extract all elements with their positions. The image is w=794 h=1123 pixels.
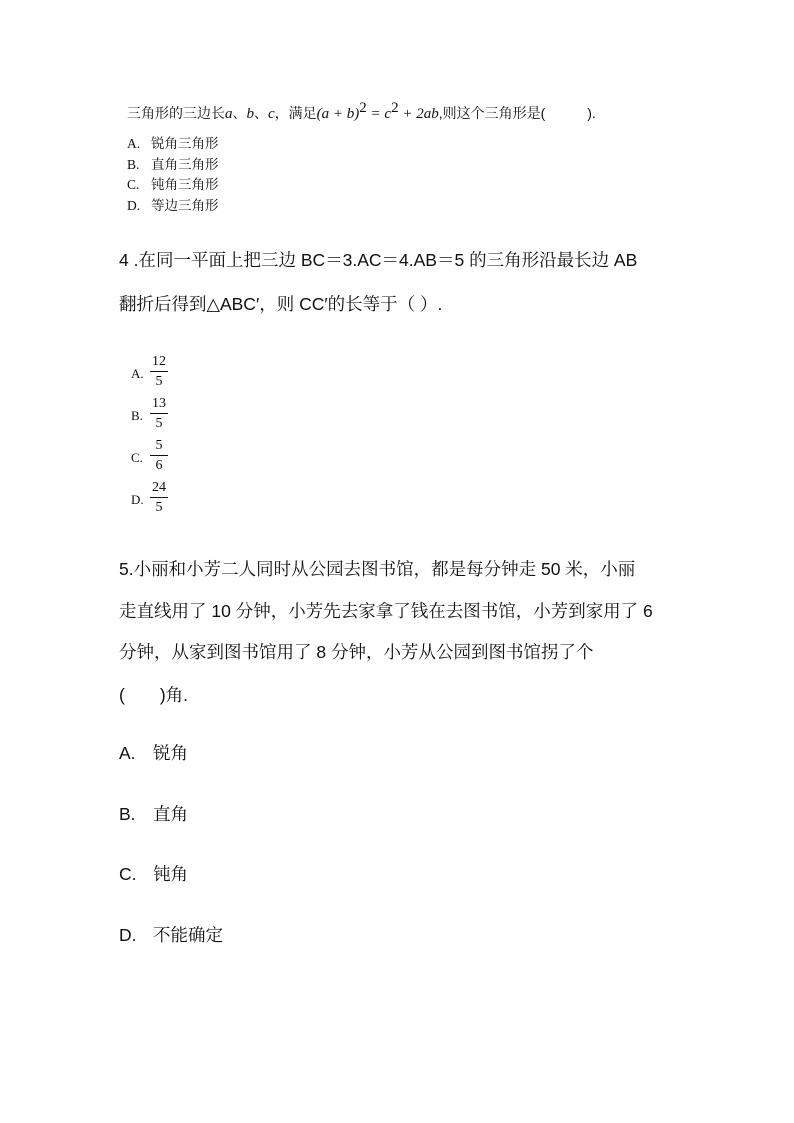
option-key: C.: [127, 177, 140, 192]
q3-option-d[interactable]: [127, 197, 219, 215]
option-key: A.: [131, 366, 144, 381]
option-key: B.: [131, 408, 143, 423]
fraction-numerator: 5: [150, 437, 168, 456]
question-4-stem-line-2: 翻折后得到△ABC′，则 CC′的长等于（ ）.: [119, 294, 443, 314]
fraction-denominator: 6: [155, 458, 163, 473]
question-5-stem-line-4: ( )角.: [119, 685, 189, 705]
q5-option-c[interactable]: [119, 862, 188, 886]
option-text: 直角: [153, 804, 188, 824]
q3-text: ，满足: [274, 105, 317, 121]
fraction-denominator: 5: [155, 374, 163, 389]
option-text: 锐角三角形: [151, 136, 219, 151]
q3-exponent: 2: [359, 100, 367, 116]
option-text: 锐角: [153, 743, 188, 763]
q4-option-b[interactable]: [131, 395, 171, 433]
option-text: 直角三角形: [151, 157, 219, 172]
option-text: 钝角三角形: [151, 177, 219, 192]
q3-var-a: a: [225, 106, 233, 122]
fraction: [150, 437, 168, 474]
q4-option-a[interactable]: [131, 353, 171, 391]
option-key: A.: [119, 743, 136, 763]
question-4-stem-line-1: 4 .在同一平面上把三边 BC＝3.AC＝4.AB＝5 的三角形沿最长边 AB: [119, 250, 638, 270]
q3-math-eq: = c: [366, 106, 392, 122]
option-key: A.: [127, 136, 141, 151]
q3-math-lhs: (a + b): [316, 106, 360, 122]
q5-option-d[interactable]: [119, 923, 223, 947]
q3-text: ,则这个三角形是( ).: [438, 105, 596, 121]
option-key: B.: [119, 804, 136, 824]
q5-option-a[interactable]: [119, 741, 188, 765]
fraction-numerator: 13: [150, 395, 168, 414]
q3-exponent: 2: [391, 100, 399, 116]
fraction-denominator: 5: [155, 416, 163, 431]
option-key: C.: [131, 450, 143, 465]
question-5-stem-line-3: 分钟，从家到图书馆用了 8 分钟，小芳从公园到图书馆拐了个: [119, 642, 594, 662]
fraction-numerator: 12: [150, 353, 168, 372]
fraction-numerator: 24: [150, 479, 168, 498]
fraction: [150, 479, 168, 516]
q3-option-b[interactable]: [127, 156, 219, 174]
option-key: C.: [119, 864, 137, 884]
fraction: [150, 395, 168, 432]
question-3-stem: [127, 100, 596, 124]
q3-var-c: c: [268, 106, 275, 122]
q3-math-rhs: + 2ab: [398, 106, 439, 122]
q5-option-b[interactable]: [119, 802, 188, 826]
q3-sep: 、: [232, 105, 247, 121]
q3-option-c[interactable]: [127, 176, 219, 194]
option-text: 不能确定: [153, 925, 223, 945]
q3-text: 三角形的三边长: [127, 105, 225, 121]
option-key: D.: [131, 492, 144, 507]
q3-var-b: b: [246, 106, 254, 122]
option-text: 等边三角形: [151, 198, 219, 213]
option-key: B.: [127, 157, 140, 172]
fraction: [150, 353, 168, 390]
question-5-stem-line-2: 走直线用了 10 分钟，小芳先去家拿了钱在去图书馆，小芳到家用了 6: [119, 601, 653, 621]
q4-option-d[interactable]: [131, 479, 171, 517]
q3-sep: 、: [254, 105, 268, 121]
question-5-stem-line-1: 5.小丽和小芳二人同时从公园去图书馆，都是每分钟走 50 米，小丽: [119, 559, 636, 579]
option-text: 钝角: [153, 864, 188, 884]
q3-option-a[interactable]: [127, 135, 219, 153]
fraction-denominator: 5: [155, 500, 163, 515]
option-key: D.: [119, 925, 137, 945]
q4-option-c[interactable]: [131, 437, 171, 475]
option-key: D.: [127, 198, 141, 213]
